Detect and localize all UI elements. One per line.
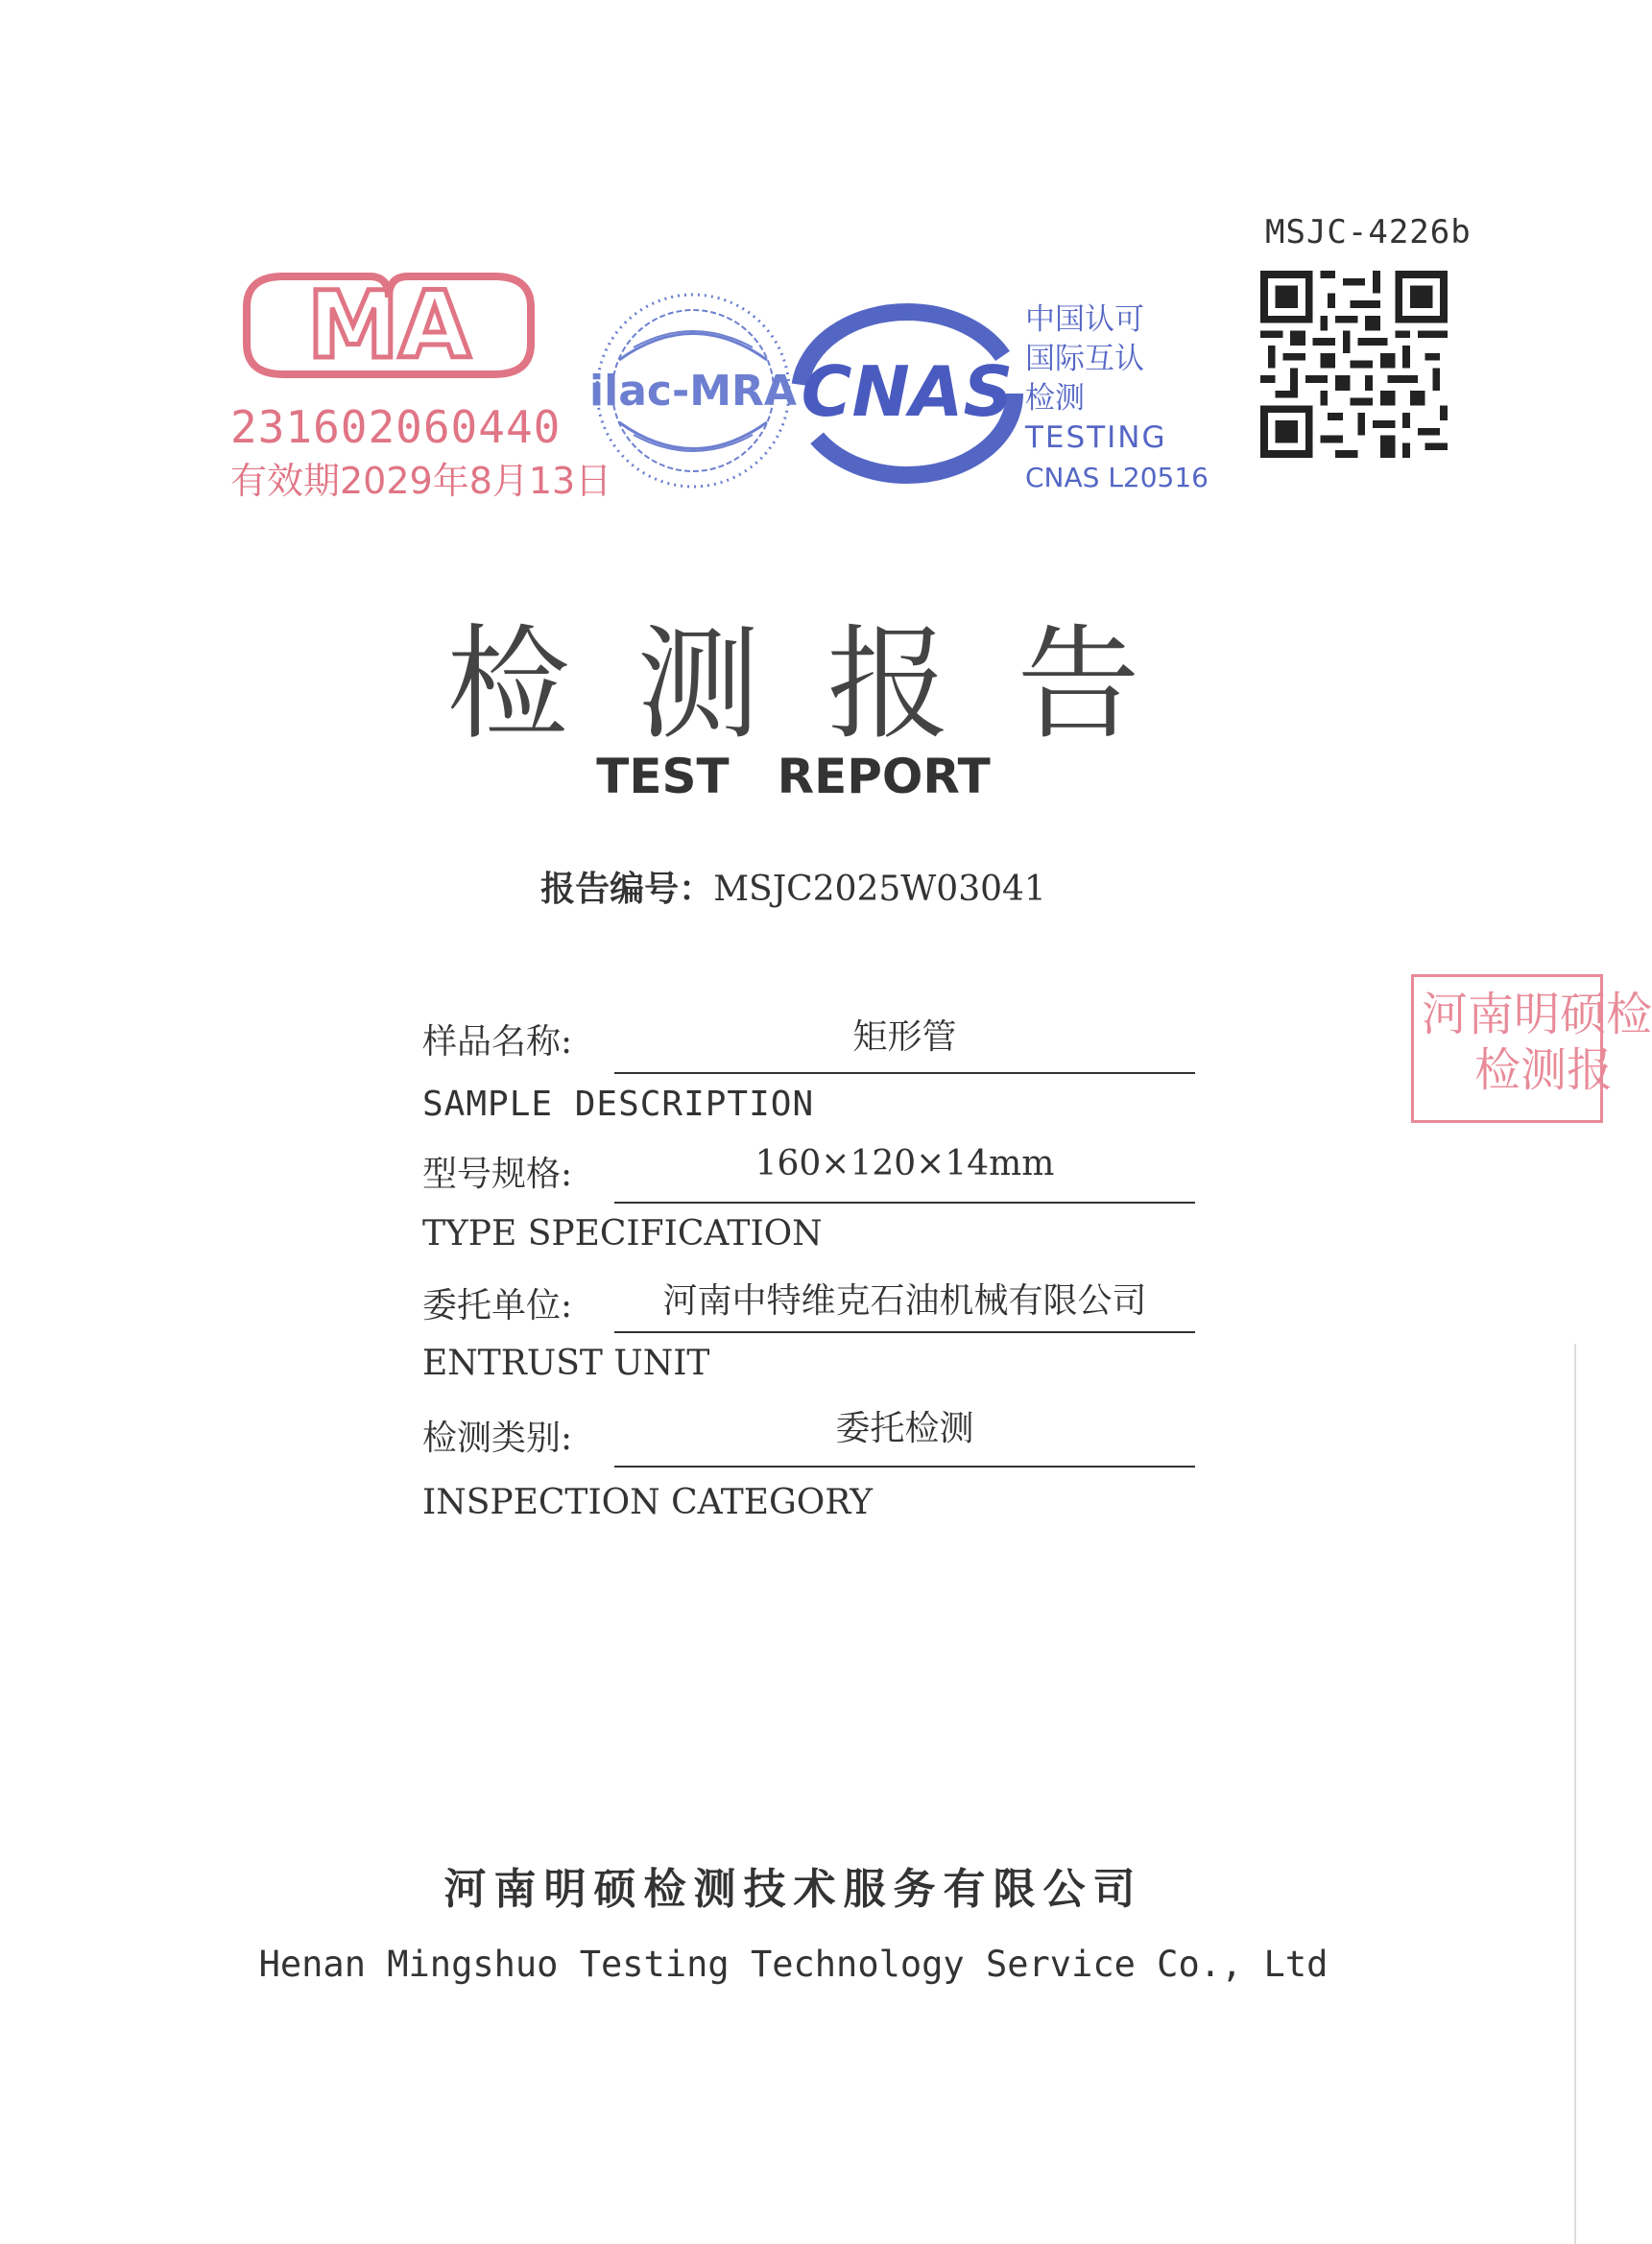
field-underline: [614, 1202, 1195, 1204]
cma-number: 231602060440: [230, 401, 562, 453]
sample-name-value: 矩形管: [852, 1017, 957, 1057]
company-name-en: Henan Mingshuo Testing Technology Service Co., Ltd: [258, 1944, 1329, 1985]
cnas-accreditation-text: [1025, 300, 1209, 497]
inspection-category-en-label: INSPECTION CATEGORY: [422, 1483, 874, 1522]
entrust-unit-value: 河南中特维克石油机械有限公司: [662, 1281, 1147, 1321]
cnas-line: CNAS L20516: [1025, 462, 1209, 493]
company-seal-stamp: [1411, 974, 1652, 1123]
qr-code: [1260, 271, 1448, 458]
cnas-logo-text: CNAS: [801, 351, 1014, 432]
cnas-line: 国际互认: [1025, 342, 1144, 376]
report-title-cn: 检测报告: [446, 613, 1208, 756]
document-code: MSJC-4226b: [1265, 213, 1472, 251]
title-en-word: TEST: [596, 749, 730, 804]
field-underline: [614, 1072, 1195, 1074]
title-en-word: REPORT: [777, 749, 991, 804]
seal-line: 检测报: [1474, 1043, 1614, 1097]
ilac-mra-logo: [590, 288, 797, 494]
field-underline: [614, 1466, 1195, 1468]
cnas-line: 检测: [1025, 381, 1085, 416]
sample-name-label: 样品名称:: [422, 1022, 573, 1062]
report-number-value: MSJC2025W03041: [713, 870, 1046, 909]
cma-logo-text: MA: [307, 272, 470, 379]
ilac-logo-text: ilac-MRA: [589, 367, 797, 416]
entrust-unit-en-label: ENTRUST UNIT: [422, 1344, 710, 1383]
cma-validity: 有效期2029年8月13日: [230, 460, 612, 502]
cnas-line: 中国认可: [1025, 302, 1144, 337]
company-name-cn: 河南明硕检测技术服务有限公司: [443, 1865, 1143, 1914]
sample-name-en-label: SAMPLE DESCRIPTION: [422, 1085, 815, 1124]
type-spec-en-label: TYPE SPECIFICATION: [422, 1214, 823, 1253]
cnas-line: TESTING: [1025, 420, 1167, 455]
report-number-label: 报告编号：: [540, 870, 714, 909]
cnas-logo: [792, 305, 1022, 483]
report-number: [0, 862, 1587, 911]
entrust-unit-label: 委托单位:: [422, 1286, 573, 1325]
page-edge-line: [1574, 1344, 1576, 2244]
type-spec-label: 型号规格:: [422, 1155, 573, 1194]
inspection-category-value: 委托检测: [835, 1409, 974, 1448]
report-title-en: [0, 749, 1587, 804]
field-underline: [614, 1331, 1195, 1333]
type-spec-value: 160×120×14mm: [754, 1144, 1055, 1183]
inspection-category-label: 检测类别:: [422, 1419, 573, 1458]
seal-line: 河南明硕检: [1422, 988, 1652, 1041]
